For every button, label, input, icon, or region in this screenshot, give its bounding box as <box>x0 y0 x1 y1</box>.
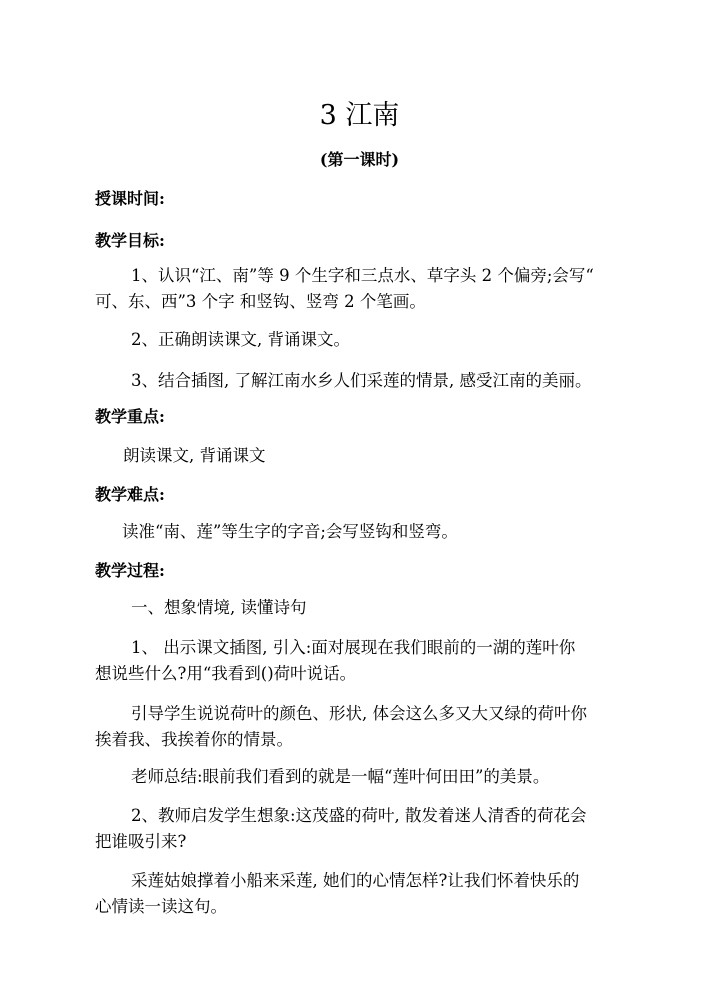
goal-3: 3、结合插图, 了解江南水乡人们采莲的情景, 感受江南的美丽。 <box>131 371 592 390</box>
process-2-line-2: 把谁吸引来? <box>95 832 187 851</box>
lesson-subtitle: (第一课时) <box>319 150 400 169</box>
girls-line-1: 采莲姑娘撑着小船来采莲, 她们的心情怎样?让我们怀着快乐的 <box>131 871 580 890</box>
lesson-title: 3 江南 <box>319 100 400 131</box>
guide-line-1: 引导学生说说荷叶的颜色、形状, 体会这么多又大又绿的荷叶你 <box>131 704 587 723</box>
goal-1-line-1: 1、认识“江、南”等 9 个生字和三点水、草字头 2 个偏旁;会写“ <box>131 266 594 285</box>
teaching-goals-heading: 教学目标: <box>95 231 165 250</box>
guide-line-2: 挨着我、我挨着你的情景。 <box>95 730 293 749</box>
goal-2: 2、正确朗读课文, 背诵课文。 <box>131 330 350 349</box>
process-2-line-1: 2、教师启发学生想象:这茂盛的荷叶, 散发着迷人清香的荷花会 <box>131 806 587 825</box>
difficulties-text: 读准“南、莲”等生字的字音;会写竖钩和竖弯。 <box>122 522 458 541</box>
teacher-summary: 老师总结:眼前我们看到的就是一幅“莲叶何田田”的美景。 <box>131 767 550 786</box>
key-points-heading: 教学重点: <box>95 407 165 426</box>
teaching-time-heading: 授课时间: <box>95 189 165 208</box>
process-heading: 教学过程: <box>95 561 165 580</box>
girls-line-2: 心情读一读这句。 <box>95 897 227 916</box>
process-1-line-2: 想说些什么?用“我看到()荷叶说话。 <box>95 664 357 683</box>
process-step-1: 一、想象情境, 读懂诗句 <box>131 598 307 617</box>
key-points-text: 朗读课文, 背诵课文 <box>123 446 266 465</box>
process-1-line-1: 1、 出示课文插图, 引入:面对展现在我们眼前的一湖的莲叶你 <box>131 638 576 657</box>
difficulties-heading: 教学难点: <box>95 485 165 504</box>
goal-1-line-2: 可、东、西”3 个字 和竖钩、竖弯 2 个笔画。 <box>95 292 426 311</box>
